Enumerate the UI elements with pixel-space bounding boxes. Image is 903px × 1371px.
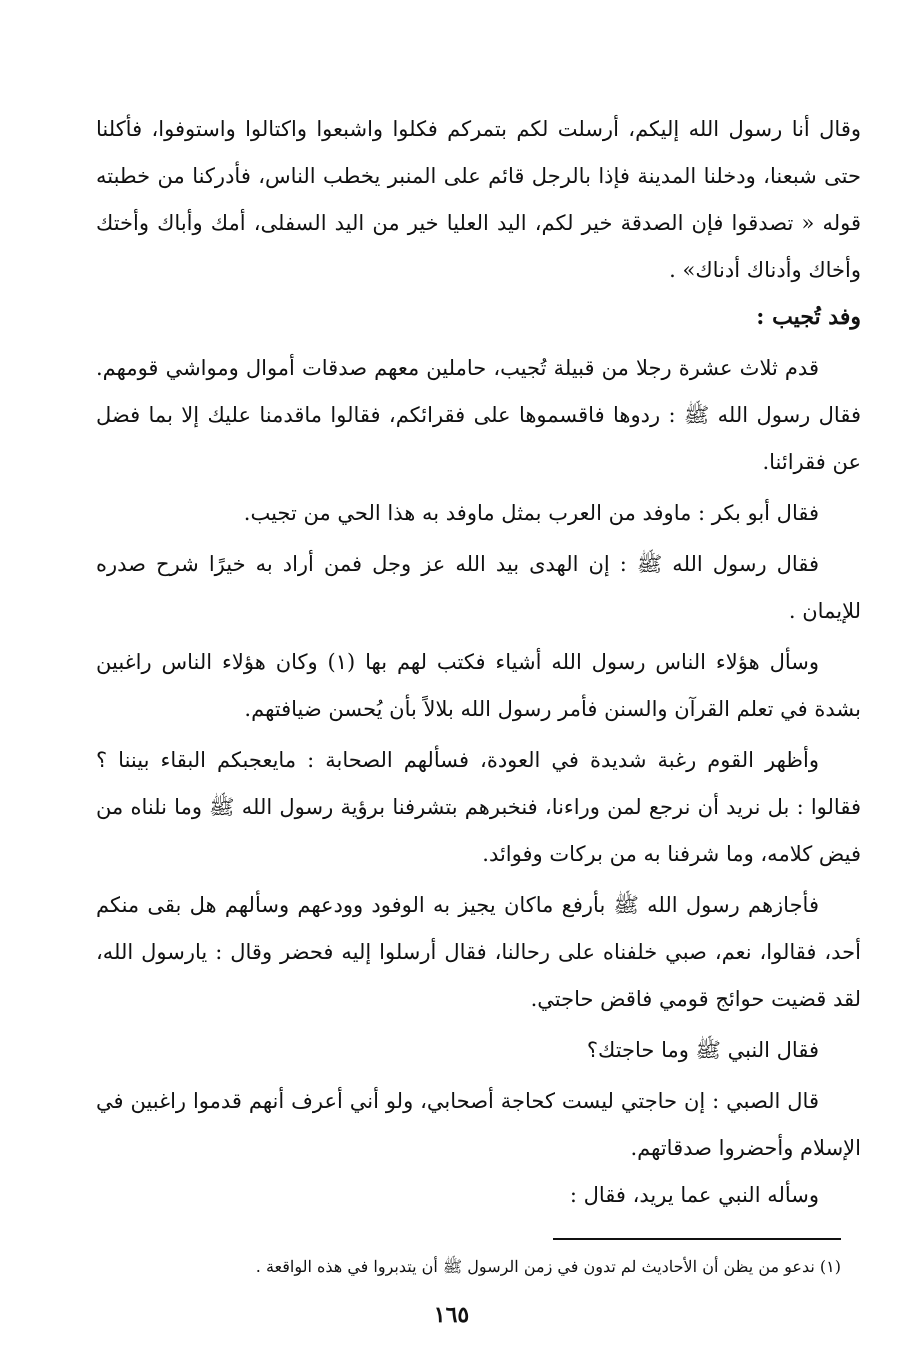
paragraph: فقال رسول الله ﷺ : إن الهدى بيد الله عز وجل فمن أراد به خيرًا شرح صدره للإيمان .: [96, 552, 861, 623]
footnote: (١) ندعو من يظن أن الأحاديث لم تدون في زمن الرسول ﷺ أن يتدبروا في هذه الواقعة .: [255, 1257, 841, 1276]
paragraph: فقال النبي ﷺ وما حاجتك؟: [586, 1038, 819, 1062]
paragraph: فقال أبو بكر : ماوفد من العرب بمثل ماوفد به هذا الحي من تجيب.: [243, 501, 819, 525]
paragraph: قدم ثلاث عشرة رجلا من قبيلة تُجيب، حاملين معهم صدقات أموال ومواشي قومهم. فقال رسول الله ﷺ : ردوها فاقسموها على فقرائكم، فقالوا ماقدمنا عليك إلا بما فضل عن فقرائنا.: [96, 356, 861, 474]
paragraph: وسأله النبي عما يريد، فقال :: [569, 1183, 819, 1207]
paragraph-continuation: وقال أنا رسول الله إليكم، أرسلت لكم بتمركم فكلوا واشبعوا واكتالوا واستوفوا، فأكلنا حتى شبعنا، ودخلنا المدينة فإذا بالرجل قائم على المنبر يخطب الناس، فأدركنا من خطبته قوله « تصدقوا فإن الصدقة خير لكم، اليد العليا خير من اليد السفلى، أمك وأباك وأختك وأخاك وأدناك أدناك» .: [96, 117, 861, 282]
paragraph: وسأل هؤلاء الناس رسول الله أشياء فكتب لهم بها (١) وكان هؤلاء الناس راغبين بشدة في تعلم القرآن والسنن فأمر رسول الله بلالاً بأن يُحسن ضيافتهم.: [96, 650, 861, 721]
section-heading: وفد تُجيب :: [756, 304, 861, 330]
body-text: [96, 106, 861, 1219]
paragraph: وأظهر القوم رغبة شديدة في العودة، فسألهم الصحابة : مايعجبكم البقاء بيننا ؟ فقالوا : بل نريد أن نرجع لمن وراءنا، فنخبرهم بتشرفنا برؤية رسول الله ﷺ وما نلناه من فيض كلامه، وما شرفنا به من بركات وفوائد.: [96, 748, 861, 866]
footnote-divider: [553, 1238, 841, 1240]
paragraph: قال الصبي : إن حاجتي ليست كحاجة أصحابي، ولو أني أعرف أنهم قدموا راغبين في الإسلام وأحضروا صدقاتهم.: [96, 1089, 861, 1160]
paragraph: فأجازهم رسول الله ﷺ بأرفع ماكان يجيز به الوفود وودعهم وسألهم هل بقى منكم أحد، فقالوا، نعم، صبي خلفناه على رحالنا، فقال أرسلوا إليه فحضر وقال : يارسول الله، لقد قضيت حوائج قومي فاقض حاجتي.: [96, 893, 861, 1011]
page-number: ١٦٥: [433, 1302, 470, 1328]
